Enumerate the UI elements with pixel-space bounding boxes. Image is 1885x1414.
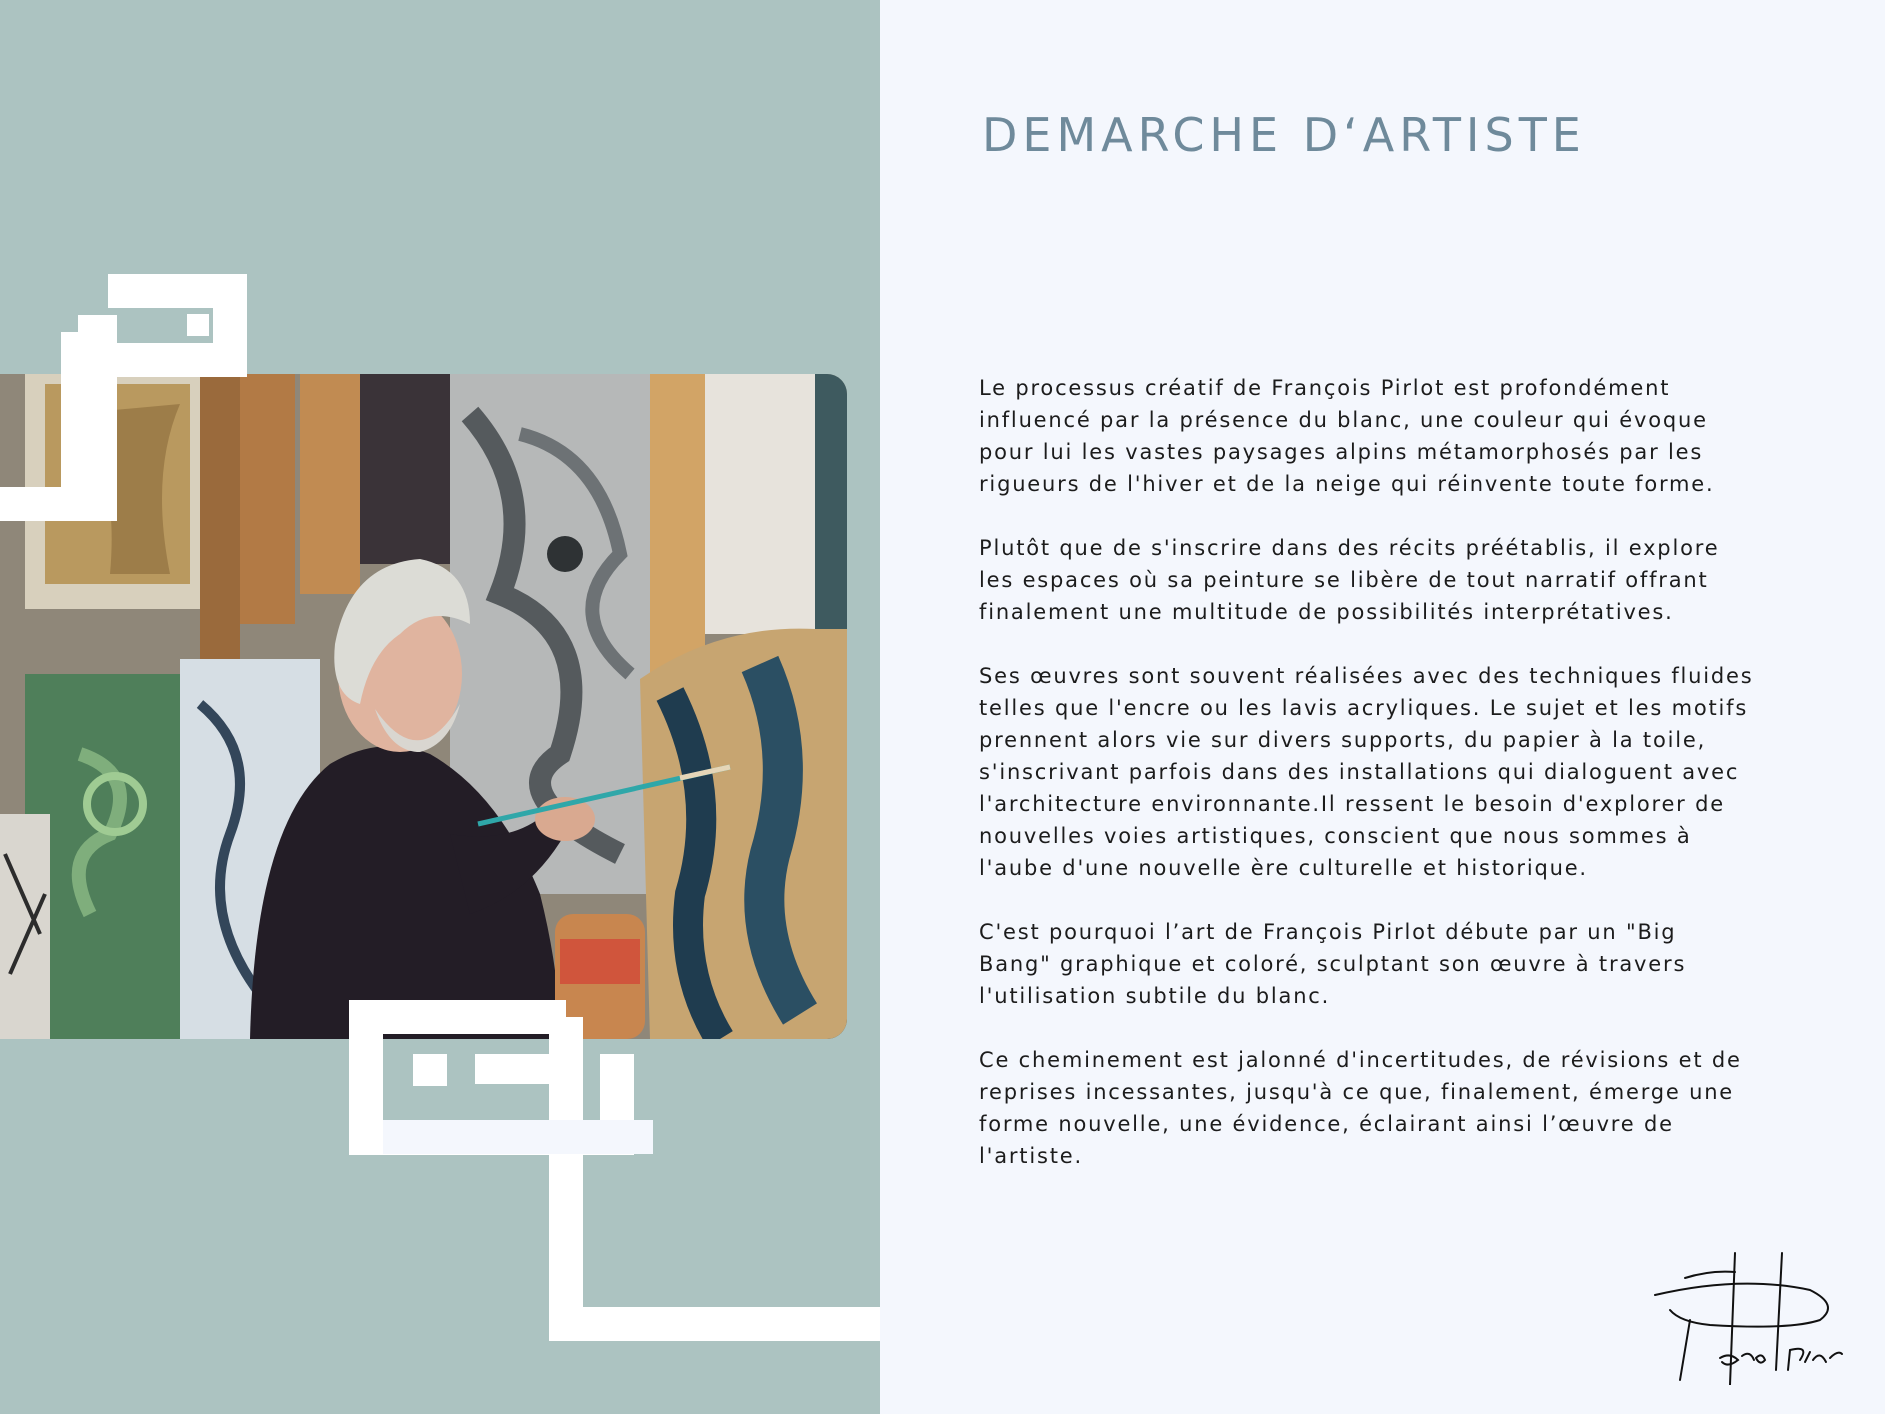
paragraph-5: Ce cheminement est jalonné d'incertitudes, de révisions et de reprises incessantes, jusqu'à ce que, finalement, émerge une forme nouvelle, une évidence, éclairant ainsi l’œuvre de l'artiste. <box>979 1048 1742 1168</box>
paragraph-1: Le processus créatif de François Pirlot est profondément influencé par la présence du blanc, une couleur qui évoque pour lui les vastes paysages alpins métamorphosés par les rigueurs de l'hiver et de la neige qui réinvente toute forme. <box>979 376 1715 496</box>
artist-statement <box>979 372 1859 1204</box>
artist-photo <box>0 374 847 1039</box>
paragraph-3: Ses œuvres sont souvent réalisées avec des techniques fluides telles que l'encre ou les lavis acryliques. Le sujet et les motifs prennent alors vie sur divers supports, du papier à la toile, s'inscrivant parfois dans des installations qui dialoguent avec l'architecture environnante.Il ressent le besoin d'explorer de nouvelles voies artistiques, conscient que nous sommes à l'aube d'une nouvelle ère culturelle et historique. <box>979 664 1754 880</box>
page-title: DEMARCHE D‘ARTISTE <box>982 108 1586 162</box>
paragraph-2: Plutôt que de s'inscrire dans des récits préétablis, il explore les espaces où sa peinture se libère de tout narratif offrant finalement une multitude de possibilités interprétatives. <box>979 536 1720 624</box>
paragraph-4: C'est pourquoi l’art de François Pirlot débute par un "Big Bang" graphique et coloré, sculptant son œuvre à travers l'utilisation subtile du blanc. <box>979 920 1687 1008</box>
signature <box>1650 1250 1850 1385</box>
